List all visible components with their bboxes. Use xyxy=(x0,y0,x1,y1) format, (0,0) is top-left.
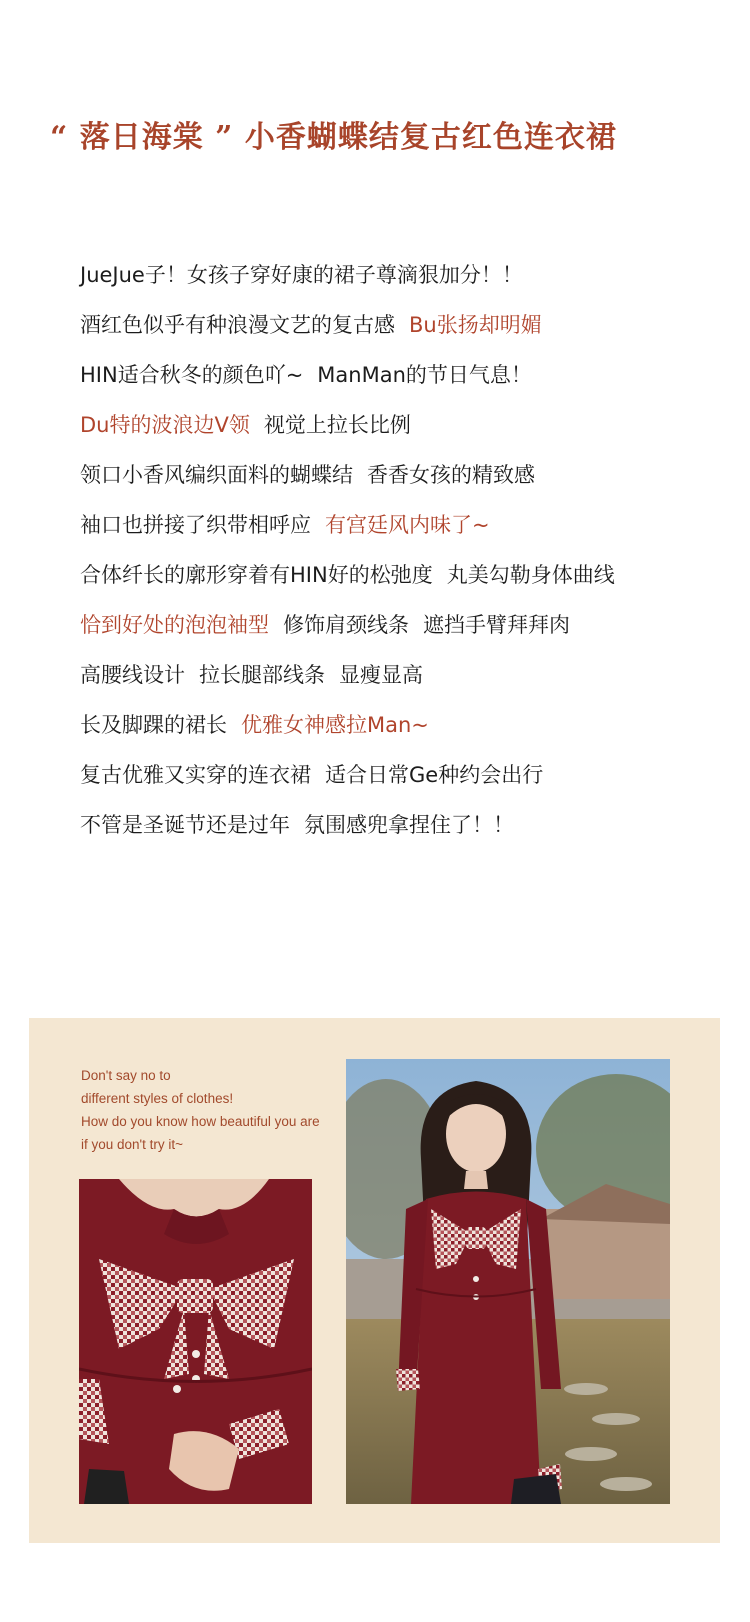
page-title: “ 落日海棠 ” 小香蝴蝶结复古红色连衣裙 xyxy=(50,120,617,155)
line-text: 袖口也拼接了织带相呼应 xyxy=(80,513,311,537)
highlight-text: 恰到好处的泡泡袖型 xyxy=(80,613,269,637)
model-full-photo xyxy=(346,1059,670,1504)
description-line xyxy=(80,258,720,308)
english-caption-line: Don't say no to xyxy=(81,1068,171,1083)
description-line xyxy=(80,358,720,408)
line-text: 适合日常Ge种约会出行 xyxy=(325,763,544,787)
description-line xyxy=(80,608,720,658)
line-text: HIN适合秋冬的颜色吖~ xyxy=(80,363,304,387)
line-text: ManMan的节日气息！ xyxy=(317,363,532,387)
line-text: 复古优雅又实穿的连衣裙 xyxy=(80,763,311,787)
line-text: 显瘦显高 xyxy=(339,663,423,687)
line-text: 丸美勾勒身体曲线 xyxy=(446,563,615,587)
line-text: 合体纤长的廓形穿着有HIN好的松弛度 xyxy=(80,563,433,587)
line-text: 香香女孩的精致感 xyxy=(367,463,535,487)
line-text: 领口小香风编织面料的蝴蝶结 xyxy=(80,463,353,487)
description-line xyxy=(80,658,720,708)
line-text: 拉长腿部线条 xyxy=(199,663,325,687)
english-caption-line: different styles of clothes! xyxy=(81,1091,234,1106)
line-text: 酒红色似乎有种浪漫文艺的复古感 xyxy=(80,313,395,337)
line-text: 修饰肩颈线条 xyxy=(283,613,409,637)
line-text: 氛围感兜拿捏住了！！ xyxy=(304,813,514,837)
description-line xyxy=(80,708,720,758)
line-text: 不管是圣诞节还是过年 xyxy=(80,813,290,837)
description-line xyxy=(80,308,720,358)
description-line xyxy=(80,408,720,458)
highlight-text: Bu张扬却明媚 xyxy=(409,313,542,337)
highlight-text: 有宫廷风内味了~ xyxy=(325,513,490,537)
english-caption xyxy=(81,1064,351,1156)
line-text: 遮挡手臂拜拜肉 xyxy=(423,613,570,637)
line-text: 视觉上拉长比例 xyxy=(263,413,411,437)
description-line xyxy=(80,458,720,508)
line-text: JueJue子！女孩子穿好康的裙子尊滴狠加分！！ xyxy=(80,263,523,287)
description-line xyxy=(80,508,720,558)
english-caption-line: How do you know how beautiful you are xyxy=(81,1114,320,1129)
description-lines xyxy=(80,258,720,858)
line-text: 高腰线设计 xyxy=(80,663,185,687)
line-text: 长及脚踝的裙长 xyxy=(80,713,227,737)
highlight-text: Du特的波浪边V领 xyxy=(80,413,250,437)
highlight-text: 优雅女神感拉Man~ xyxy=(241,713,429,737)
english-caption-line: if you don't try it~ xyxy=(81,1137,184,1152)
description-line xyxy=(80,758,720,808)
description-line xyxy=(80,558,720,608)
description-line xyxy=(80,808,720,858)
dress-closeup-photo xyxy=(79,1179,312,1504)
